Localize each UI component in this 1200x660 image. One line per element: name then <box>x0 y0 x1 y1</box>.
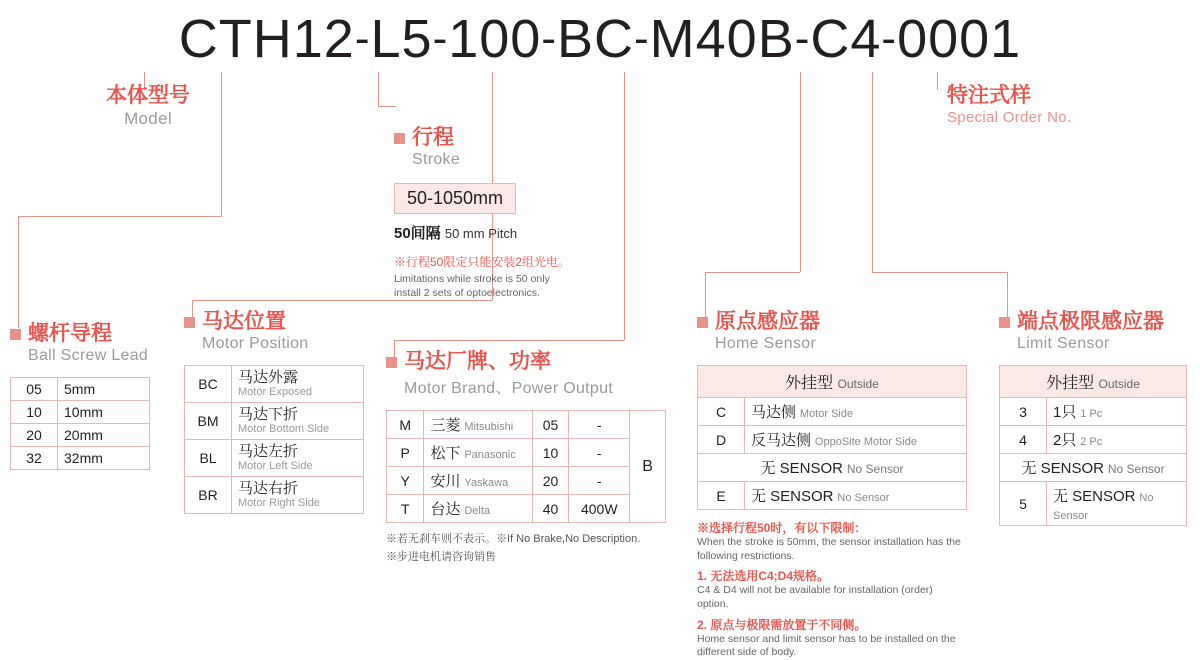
leader-line-lead-h1 <box>18 216 222 217</box>
table-row <box>387 467 666 495</box>
table-ball-screw-lead <box>10 377 150 470</box>
table-row <box>1000 482 1187 526</box>
group-motor-brand <box>386 350 666 565</box>
limit-code: 3 <box>1000 398 1047 426</box>
group-lead-title-en: Ball Screw Lead <box>28 347 149 365</box>
table-row <box>185 402 364 439</box>
table-row <box>185 439 364 476</box>
limit-desc-cn: 2只 <box>1053 432 1077 450</box>
group-motorpos-title-cn: 马达位置 <box>202 310 286 333</box>
motorpos-desc <box>232 366 364 403</box>
home-desc-cn: 反马达侧 <box>751 432 812 450</box>
limit-sensor-header-en: Outside <box>1098 377 1140 392</box>
lead-code: 05 <box>11 378 58 401</box>
power-code: 40 <box>532 495 569 523</box>
home-sensor-header <box>697 365 967 398</box>
part-segment-stroke: 100 <box>448 9 542 69</box>
leader-line-special-order <box>937 72 938 90</box>
brand-name <box>424 467 532 495</box>
table-motor-brand <box>386 410 666 523</box>
group-home-title-en: Home Sensor <box>715 335 817 353</box>
group-model-title-en: Model <box>124 109 172 129</box>
bullet-square-icon <box>386 357 397 368</box>
bullet-square-icon <box>999 317 1010 328</box>
brand-code: P <box>387 439 424 467</box>
table-row <box>698 482 967 510</box>
leader-line-limit-v2 <box>872 94 873 272</box>
limit-nosensor-band-en: No Sensor <box>1107 462 1165 477</box>
limit-sensor-header-cn: 外挂型 <box>1046 375 1095 393</box>
table-row <box>11 447 150 470</box>
lead-value: 5mm <box>58 378 150 401</box>
brand-name-cn: 三菱 <box>430 417 461 435</box>
table-row <box>11 424 150 447</box>
limit-nosensor-band <box>1000 454 1187 482</box>
table-row <box>387 495 666 523</box>
part-segment-home-sensor: C4 <box>810 9 882 69</box>
stroke-pitch-cn: 50间隔 <box>394 225 441 243</box>
motorpos-desc-en: Motor Left Side <box>238 460 313 473</box>
home-desc-en: OppoSite Motor Side <box>814 436 918 449</box>
table-row <box>387 439 666 467</box>
leader-line-home-v2 <box>800 100 801 272</box>
home-desc <box>745 482 967 510</box>
home-nosensor-band <box>698 454 967 482</box>
home-desc <box>745 426 967 454</box>
table-motor-position <box>184 365 364 514</box>
home-desc-en: Motor Side <box>799 408 854 421</box>
motorpos-code: BC <box>185 366 232 403</box>
brand-name-en: Delta <box>464 505 491 518</box>
limit-desc-cn: 1只 <box>1053 404 1077 422</box>
table-row <box>1000 426 1187 454</box>
limit-desc-cn: 无 SENSOR <box>1053 488 1136 506</box>
group-limit-sensor <box>999 310 1199 526</box>
home-note-1-red: ※选择行程50时，有以下限制： <box>697 521 867 536</box>
part-segment-model: CTH12 <box>178 9 355 69</box>
home-desc <box>745 398 967 426</box>
home-note-3-red: 2. 原点与极限需放置于不同侧。 <box>697 617 867 632</box>
motorpos-desc <box>232 439 364 476</box>
home-desc-cn: 无 SENSOR <box>751 488 834 506</box>
limit-code: 4 <box>1000 426 1047 454</box>
group-ball-screw-lead <box>10 322 170 470</box>
motorpos-desc <box>232 402 364 439</box>
brand-code: T <box>387 495 424 523</box>
power-code: 05 <box>532 411 569 439</box>
group-special-order-title-en: Special Order No. <box>947 109 1072 127</box>
motorpos-desc-cn: 马达下折 <box>238 405 299 423</box>
brand-note-2: ※步进电机请咨询销售 <box>386 550 496 563</box>
brand-note-cn: ※若无刹车则不表示。 <box>386 533 496 546</box>
stroke-note-en-1: Limitations while stroke is 50 only <box>394 273 550 286</box>
part-dash: - <box>432 14 449 63</box>
part-dash: - <box>881 14 898 63</box>
power-value: - <box>569 439 630 467</box>
group-motorpos-title-en: Motor Position <box>202 335 309 353</box>
group-brand-title-en: Motor Brand、Power Output <box>404 380 614 398</box>
part-number-line <box>0 8 1200 70</box>
group-lead-title-cn: 螺杆导程 <box>28 322 112 345</box>
table-row <box>1000 398 1187 426</box>
limit-desc-en: 2 Pc <box>1080 436 1103 449</box>
group-limit-title <box>999 310 1199 333</box>
home-sensor-header-en: Outside <box>837 377 879 392</box>
part-dash: - <box>794 14 811 63</box>
lead-value: 32mm <box>58 447 150 470</box>
group-model-title-cn: 本体型号 <box>106 84 190 107</box>
limit-desc-en: 1 Pc <box>1080 408 1103 421</box>
brand-note-en: ※If No Brake,No Description. <box>496 533 641 546</box>
motorpos-desc-en: Motor Exposed <box>238 386 312 399</box>
leader-line-motorpos-v1 <box>492 72 493 100</box>
home-nosensor-band-en: No Sensor <box>846 462 904 477</box>
group-motorpos-title <box>184 310 384 333</box>
leader-line-stroke-v <box>378 72 379 106</box>
group-limit-title-en: Limit Sensor <box>1017 335 1110 353</box>
motorpos-code: BM <box>185 402 232 439</box>
brand-name <box>424 439 532 467</box>
brand-name-cn: 台达 <box>430 501 461 519</box>
power-code: 10 <box>532 439 569 467</box>
home-code: C <box>698 398 745 426</box>
home-desc-cn: 马达侧 <box>751 404 797 422</box>
group-stroke-title-cn: 行程 <box>412 126 454 149</box>
motorpos-code: BL <box>185 439 232 476</box>
leader-line-home-v1 <box>800 72 801 100</box>
brake-code: B <box>630 411 666 523</box>
limit-sensor-header <box>999 365 1187 398</box>
leader-line-home-h <box>705 272 800 273</box>
table-row <box>11 401 150 424</box>
part-segment-motor-position: BC <box>556 9 634 69</box>
part-dash: - <box>541 14 557 63</box>
limit-desc <box>1047 398 1187 426</box>
limit-desc <box>1047 426 1187 454</box>
limit-code: 5 <box>1000 482 1047 526</box>
leader-line-stroke-h <box>378 106 396 107</box>
group-brand-title <box>386 350 666 373</box>
part-dash: - <box>354 14 371 63</box>
home-note-1-sub: When the stroke is 50mm, the sensor installation has the following restrictions. <box>697 536 961 562</box>
brand-note-1 <box>386 532 666 547</box>
group-model <box>88 84 208 129</box>
leader-line-lead-v3 <box>18 216 19 328</box>
leader-line-limit-v1 <box>872 72 873 94</box>
group-special-order-title-cn: 特注式样 <box>947 84 1031 107</box>
group-brand-title-cn: 马达厂牌、功率 <box>404 350 551 373</box>
motorpos-code: BR <box>185 476 232 513</box>
part-segment-motor-brand: M40B <box>649 9 795 69</box>
table-row <box>698 398 967 426</box>
leader-line-brand-v1 <box>624 72 625 102</box>
stroke-pitch <box>394 222 634 243</box>
stroke-pitch-en: 50 mm Pitch <box>444 226 518 242</box>
lead-code: 10 <box>11 401 58 424</box>
table-row <box>185 476 364 513</box>
bullet-square-icon <box>697 317 708 328</box>
table-limit-sensor <box>999 397 1187 526</box>
table-row <box>11 378 150 401</box>
brand-name-en: Mitsubishi <box>464 421 514 434</box>
home-sensor-header-cn: 外挂型 <box>785 375 834 393</box>
power-value: 400W <box>569 495 630 523</box>
group-home-title-cn: 原点感应器 <box>715 310 820 333</box>
power-code: 20 <box>532 467 569 495</box>
limit-desc <box>1047 482 1187 526</box>
motorpos-desc-cn: 马达左折 <box>238 442 299 460</box>
stroke-note-en-2: install 2 sets of optoelectronics. <box>394 286 540 299</box>
brand-code: M <box>387 411 424 439</box>
part-segment-special-order: 0001 <box>897 9 1022 69</box>
home-code: D <box>698 426 745 454</box>
brand-name-en: Yaskawa <box>464 477 509 490</box>
lead-code: 32 <box>11 447 58 470</box>
home-note-2-red: 1. 无法选用C4;D4规格。 <box>697 569 830 584</box>
limit-nosensor-band-cn: 无 SENSOR <box>1021 460 1104 478</box>
stroke-note-cn: ※行程50限定只能安装2组光电。 <box>394 255 571 270</box>
limit-desc-en: No Sensor <box>1053 492 1154 523</box>
table-home-sensor <box>697 397 967 510</box>
group-home-sensor <box>697 310 977 660</box>
motorpos-desc-cn: 马达右折 <box>238 479 299 497</box>
motorpos-desc <box>232 476 364 513</box>
table-row <box>698 454 967 482</box>
group-stroke-title <box>394 126 634 149</box>
group-motor-position <box>184 310 384 514</box>
group-home-title <box>697 310 977 333</box>
stroke-range-band: 50-1050mm <box>394 183 516 214</box>
part-dash: - <box>634 14 650 63</box>
home-code: E <box>698 482 745 510</box>
part-segment-lead: L5 <box>370 9 433 69</box>
motorpos-desc-en: Motor Right Side <box>238 497 320 510</box>
leader-line-limit-h <box>872 272 1007 273</box>
table-row <box>1000 454 1187 482</box>
power-value: - <box>569 467 630 495</box>
leader-line-brand-h <box>394 340 624 341</box>
power-value: - <box>569 411 630 439</box>
motorpos-desc-cn: 马达外露 <box>238 369 299 387</box>
lead-value: 20mm <box>58 424 150 447</box>
group-stroke-title-en: Stroke <box>412 151 461 169</box>
home-note-3-sub: Home sensor and limit sensor has to be installed on the different side of body. <box>697 632 956 659</box>
table-row <box>185 366 364 403</box>
group-stroke <box>394 126 634 300</box>
brand-name-en: Panasonic <box>464 449 516 462</box>
group-lead-title <box>10 322 170 345</box>
brand-name-cn: 松下 <box>430 445 461 463</box>
brand-name-cn: 安川 <box>430 473 461 491</box>
bullet-square-icon <box>184 317 195 328</box>
bullet-square-icon <box>10 329 21 340</box>
leader-line-lead-v1 <box>221 72 222 92</box>
brand-code: Y <box>387 467 424 495</box>
motorpos-desc-en: Motor Bottom Side <box>238 423 330 436</box>
table-row <box>387 411 666 439</box>
home-desc-en: No Sensor <box>837 492 890 505</box>
lead-value: 10mm <box>58 401 150 424</box>
table-row <box>698 426 967 454</box>
leader-line-lead-v2 <box>221 92 222 216</box>
home-note-2-sub: C4 & D4 will not be available for installation (order) option. <box>697 584 933 611</box>
brand-name <box>424 495 532 523</box>
bullet-square-icon <box>394 133 405 144</box>
group-special-order <box>947 84 1147 126</box>
home-nosensor-band-cn: 无 SENSOR <box>760 460 843 478</box>
brand-name <box>424 411 532 439</box>
group-limit-title-cn: 端点极限感应器 <box>1017 310 1164 333</box>
lead-code: 20 <box>11 424 58 447</box>
